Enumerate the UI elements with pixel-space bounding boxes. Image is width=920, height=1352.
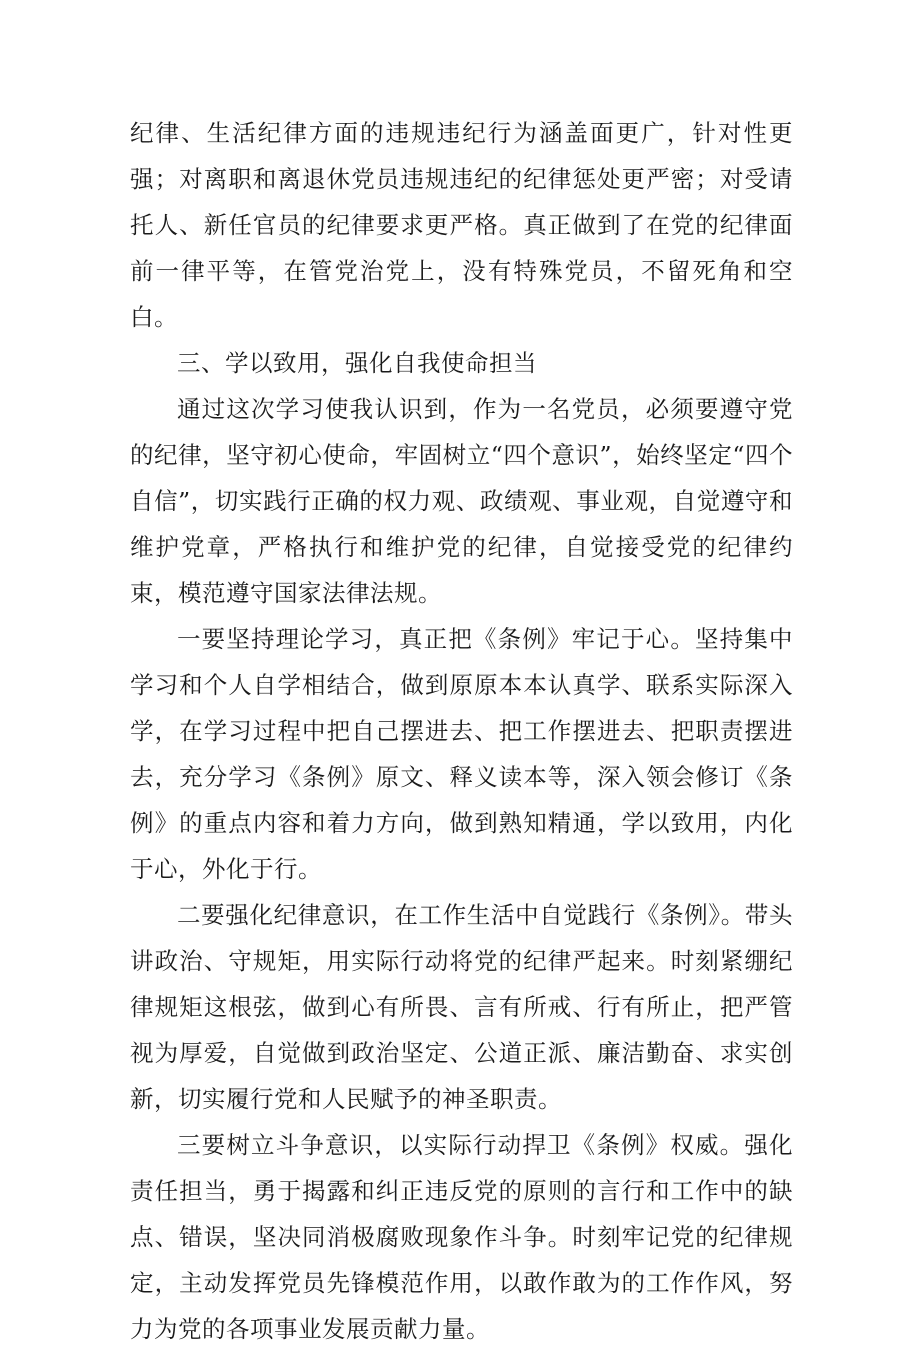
paragraph-point-one: 一要坚持理论学习，真正把《条例》牢记于心。坚持集中学习和个人自学相结合，做到原原本本认真学、联系实际深入学，在学习过程中把自己摆进去、把工作摆进去、把职责摆进去，充分学习《条例》原文、释义读本等，深入领会修订《条例》的重点内容和着力方向，做到熟知精通，学以致用，内化于心，外化于行。	[130, 625, 793, 883]
section-heading: 三、学以致用，强化自我使命担当	[177, 349, 537, 377]
paragraph-intro: 通过这次学习使我认识到，作为一名党员，必须要遵守党的纪律，坚守初心使命，牢固树立“四个意识”，始终坚定“四个自信”，切实践行正确的权力观、政绩观、事业观，自觉遵守和维护党章，严格执行和维护党的纪律，自觉接受党的纪律约束，模范遵守国家法律法规。	[130, 395, 793, 607]
paragraph-continued: 纪律、生活纪律方面的违规违纪行为涵盖面更广，针对性更强；对离职和离退休党员违规违纪的纪律惩处更严密；对受请托人、新任官员的纪律要求更严格。真正做到了在党的纪律面前一律平等，在管党治党上，没有特殊党员，不留死角和空白。	[130, 119, 793, 331]
document-body	[130, 110, 793, 1352]
paragraph-point-three: 三要树立斗争意识，以实际行动捍卫《条例》权威。强化责任担当，勇于揭露和纠正违反党的原则的言行和工作中的缺点、错误，坚决同消极腐败现象作斗争。时刻牢记党的纪律规定，主动发挥党员先锋模范作用，以敢作敢为的工作作风，努力为党的各项事业发展贡献力量。	[130, 1131, 793, 1343]
paragraph-point-two: 二要强化纪律意识，在工作生活中自觉践行《条例》。带头讲政治、守规矩，用实际行动将党的纪律严起来。时刻紧绷纪律规矩这根弦，做到心有所畏、言有所戒、行有所止，把严管视为厚爱，自觉做到政治坚定、公道正派、廉洁勤奋、求实创新，切实履行党和人民赋予的神圣职责。	[130, 901, 793, 1113]
